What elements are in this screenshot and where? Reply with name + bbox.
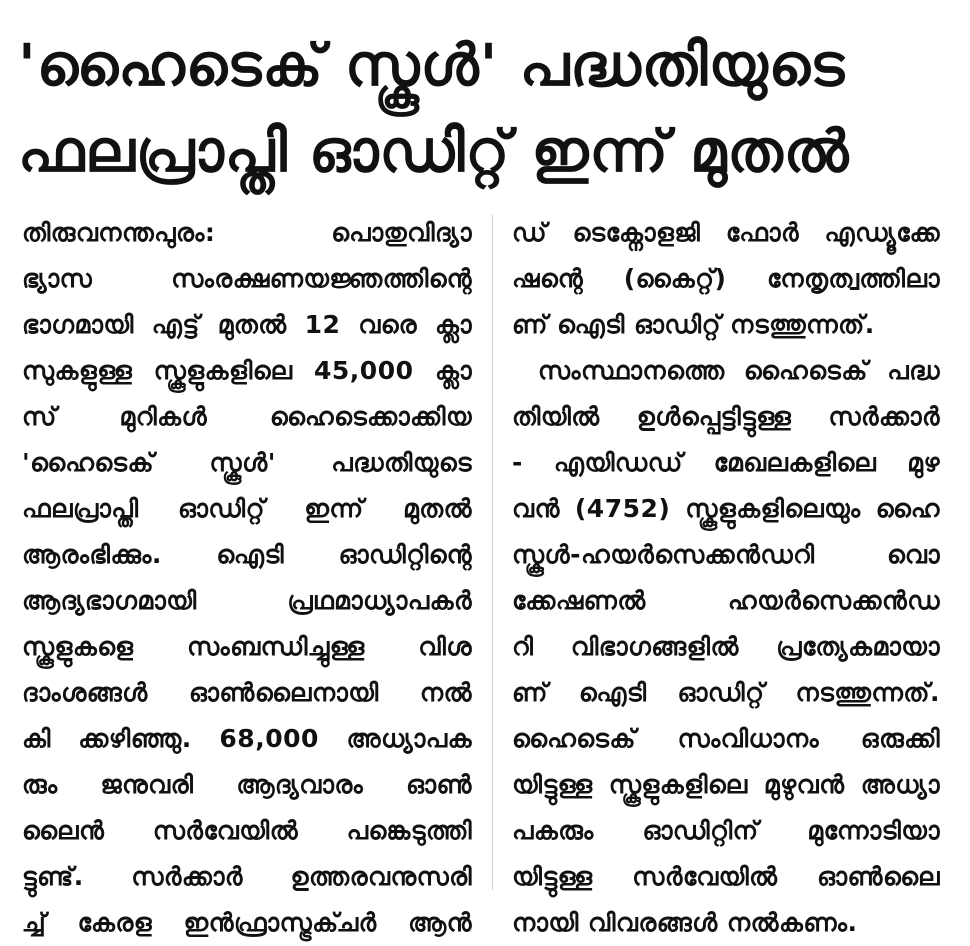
body-line: ആദ്യഭാഗമായി പ്രഥമാധ്യാപകർ bbox=[22, 586, 472, 615]
body-line: ഭാഗമായി എട്ട് മുതൽ 12 വരെ ക്ലാ bbox=[22, 310, 472, 339]
body-line: - എയിഡഡ് മേഖലകളിലെ മുഴ bbox=[512, 448, 940, 477]
body-line: രും ജനുവരി ആദ്യവാരം ഓൺ bbox=[22, 770, 472, 799]
body-line: സുകളുള്ള സ്കൂളുകളിലെ 45,000 ക്ലാ bbox=[22, 356, 472, 385]
body-line: വൻ (4752) സ്കൂളുകളിലെയും ഹൈ bbox=[512, 494, 940, 523]
body-line: റി വിഭാഗങ്ങളിൽ പ്രത്യേകമായാ bbox=[512, 632, 940, 661]
body-line: ആരംഭിക്കും. ഐടി ഓഡിറ്റിന്റെ bbox=[22, 540, 472, 569]
body-line: ട്ടുണ്ട്. സർക്കാർ ഉത്തരവനുസരി bbox=[22, 862, 472, 891]
headline-line-1: 'ഹൈടെക് സ്കൂൾ' പദ്ധതിയുടെ bbox=[18, 31, 846, 99]
body-line: ഹൈടെക് സംവിധാനം ഒരുക്കി bbox=[512, 724, 940, 753]
headline-line-2: ഫലപ്രാപ്തി ഓഡിറ്റ് ഇന്ന് മുതൽ bbox=[18, 117, 850, 185]
paragraph-start-line: സംസ്ഥാനത്തെ ഹൈടെക് പദ്ധ bbox=[538, 356, 940, 385]
left-column bbox=[22, 210, 472, 946]
body-line: സ് മുറികൾ ഹൈടെക്കാക്കിയ bbox=[22, 402, 472, 431]
body-line: 'ഹൈടെക് സ്കൂൾ' പദ്ധതിയുടെ bbox=[22, 448, 472, 477]
body-line: കി ക്കഴിഞ്ഞു. 68,000 അധ്യാപക bbox=[22, 724, 472, 753]
body-line: ണ് ഐടി ഓഡിറ്റ് നടത്തുന്നത്. bbox=[512, 310, 875, 339]
body-line: പകരും ഓഡിറ്റിന് മുന്നോടിയാ bbox=[512, 816, 940, 845]
body-line: ഫലപ്രാപ്തി ഓഡിറ്റ് ഇന്ന് മുതൽ bbox=[22, 494, 472, 523]
body-line: സ്കൂൾ-ഹയർസെക്കൻഡറി വൊ bbox=[512, 540, 940, 569]
body-line: തിരുവനന്തപുരം: പൊതുവിദ്യാ bbox=[22, 218, 472, 247]
body-line: നായി വിവരങ്ങൾ നൽകണം. bbox=[512, 908, 858, 937]
right-column bbox=[512, 210, 940, 946]
body-line: ണ് ഐടി ഓഡിറ്റ് നടത്തുന്നത്. bbox=[512, 678, 940, 707]
body-line: ഡ് ടെക്നോളജി ഫോർ എഡ്യൂക്കേ bbox=[512, 218, 940, 247]
body-line: യിട്ടുള്ള സർവേയിൽ ഓൺലൈ bbox=[512, 862, 940, 891]
body-line: ക്കേഷണൽ ഹയർസെക്കൻഡ bbox=[512, 586, 940, 615]
body-line: സ്കൂളുകളെ സംബന്ധിച്ചുള്ള വിശ bbox=[22, 632, 472, 661]
body-line: ലൈൻ സർവേയിൽ പങ്കെടുത്തി bbox=[22, 816, 472, 845]
body-line: ച്ച് കേരള ഇൻഫ്രാസ്ട്രക്ചർ ആൻ bbox=[22, 908, 472, 937]
body-line: ഷന്റെ (കൈറ്റ്) നേതൃത്വത്തിലാ bbox=[512, 264, 940, 293]
headline bbox=[18, 22, 948, 194]
body-line: തിയിൽ ഉൾപ്പെട്ടിട്ടുള്ള സർക്കാർ bbox=[512, 402, 940, 431]
body-line: യിട്ടുള്ള സ്കൂളുകളിലെ മുഴുവൻ അധ്യാ bbox=[512, 770, 940, 799]
column-divider bbox=[492, 215, 493, 890]
body-line: ദാംശങ്ങൾ ഓൺലൈനായി നൽ bbox=[22, 678, 472, 707]
body-line: ഭ്യാസ സംരക്ഷണയജ്ഞത്തിന്റെ bbox=[22, 264, 472, 293]
